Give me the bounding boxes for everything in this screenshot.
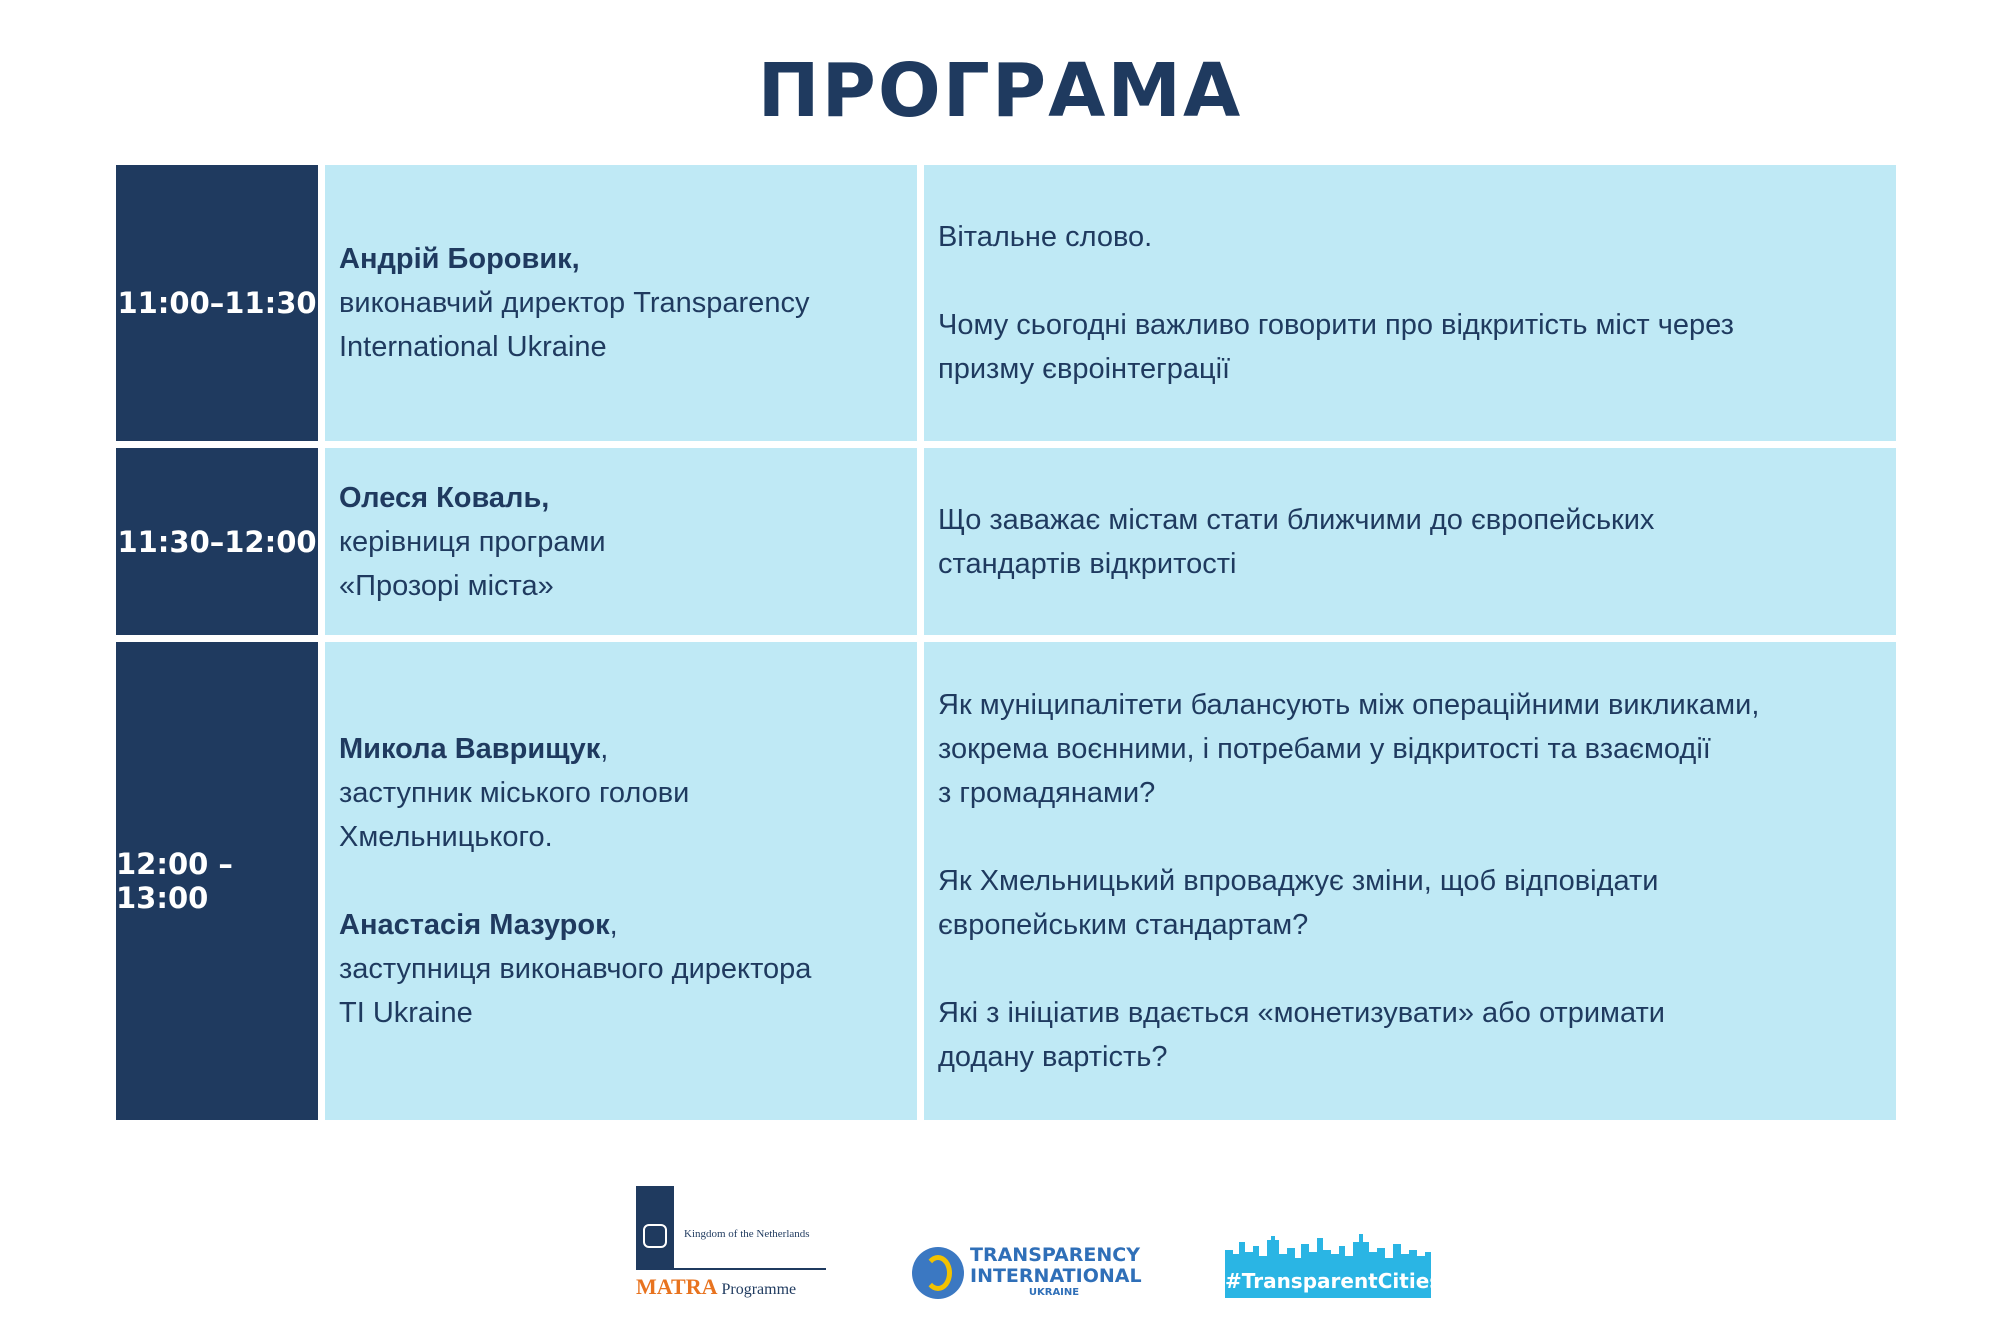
transparency-international-logo	[912, 1243, 1142, 1303]
topic-line: Що заважає містам стати ближчими до європейських	[938, 503, 1655, 536]
agenda-row	[116, 642, 1896, 1120]
agenda-table	[116, 165, 1896, 1127]
speaker-role-line: International Ukraine	[339, 331, 607, 363]
transparent-cities-hashtag: #TransparentCities	[1225, 1264, 1431, 1298]
divider	[636, 1268, 826, 1270]
speaker-name: Олеся Коваль,	[339, 481, 550, 514]
kingdom-label: Kingdom of the Netherlands	[684, 1228, 810, 1240]
netherlands-flag-icon	[636, 1186, 674, 1268]
ti-line: INTERNATIONAL	[970, 1265, 1142, 1287]
coat-of-arms-icon	[643, 1224, 667, 1248]
speaker-role-line: Хмельницького.	[339, 821, 553, 853]
ti-line: UKRAINE	[1028, 1287, 1080, 1298]
city-skyline-icon	[1225, 1232, 1431, 1266]
ti-line: TRANSPARENCY	[970, 1244, 1140, 1266]
topic-cell	[924, 642, 1896, 1120]
ti-wordmark	[970, 1245, 1142, 1299]
topic-line: Які з ініціатив вдається «монетизувати» або отримати	[938, 997, 1665, 1029]
speaker-role-line: виконавчий директор Transparency	[339, 287, 810, 319]
transparent-cities-logo	[1225, 1232, 1442, 1300]
speaker-cell	[325, 642, 917, 1120]
topic-line: з громадянами?	[938, 777, 1156, 809]
topic-line: стандартів відкритості	[938, 547, 1237, 580]
time-slot: 11:30–12:00	[116, 448, 318, 635]
time-slot: 12:00 –13:00	[116, 642, 318, 1120]
speaker-name: Андрій Боровик,	[339, 243, 580, 275]
speaker-role-line: TI Ukraine	[339, 997, 473, 1029]
topic-line: Як муніципалітети балансують між операційними викликами,	[938, 689, 1760, 721]
topic-line: Як Хмельницький впроваджує зміни, щоб відповідати	[938, 865, 1659, 897]
netherlands-matra-logo	[636, 1186, 826, 1298]
matra-word: MATRA	[636, 1274, 718, 1299]
speaker-name: Микола Ваврищук	[339, 733, 601, 765]
matra-label	[636, 1274, 796, 1300]
ti-emblem-icon	[912, 1247, 964, 1299]
speaker-cell	[325, 165, 917, 441]
agenda-row	[116, 448, 1896, 635]
speaker-cell	[325, 448, 917, 635]
speaker-name-suffix: ,	[609, 909, 618, 941]
time-slot: 11:00–11:30	[116, 165, 318, 441]
topic-line: зокрема воєнними, і потребами у відкритості та взаємодії	[938, 733, 1711, 765]
agenda-row	[116, 165, 1896, 441]
topic-cell	[924, 165, 1896, 441]
topic-cell	[924, 448, 1896, 635]
speaker-role-line: керівниця програми	[339, 525, 606, 558]
speaker-role-line: заступниця виконавчого директора	[339, 953, 812, 985]
topic-line: європейським стандартам?	[938, 909, 1309, 941]
programme-word: Programme	[721, 1281, 797, 1298]
topic-line: Вітальне слово.	[938, 221, 1153, 253]
topic-line: додану вартість?	[938, 1041, 1168, 1073]
topic-line: призму євроінтеграції	[938, 353, 1231, 385]
speaker-role-line: «Прозорі міста»	[339, 569, 554, 602]
speaker-name-line	[339, 727, 903, 771]
page-title: ПРОГРАМА	[757, 48, 1243, 134]
speaker-name-line	[339, 903, 903, 947]
topic-line: Чому сьогодні важливо говорити про відкритість міст через	[938, 309, 1734, 341]
speaker-role-line: заступник міського голови	[339, 777, 690, 809]
speaker-name: Анастасія Мазурок	[339, 909, 610, 941]
speaker-name-suffix: ,	[600, 733, 609, 765]
